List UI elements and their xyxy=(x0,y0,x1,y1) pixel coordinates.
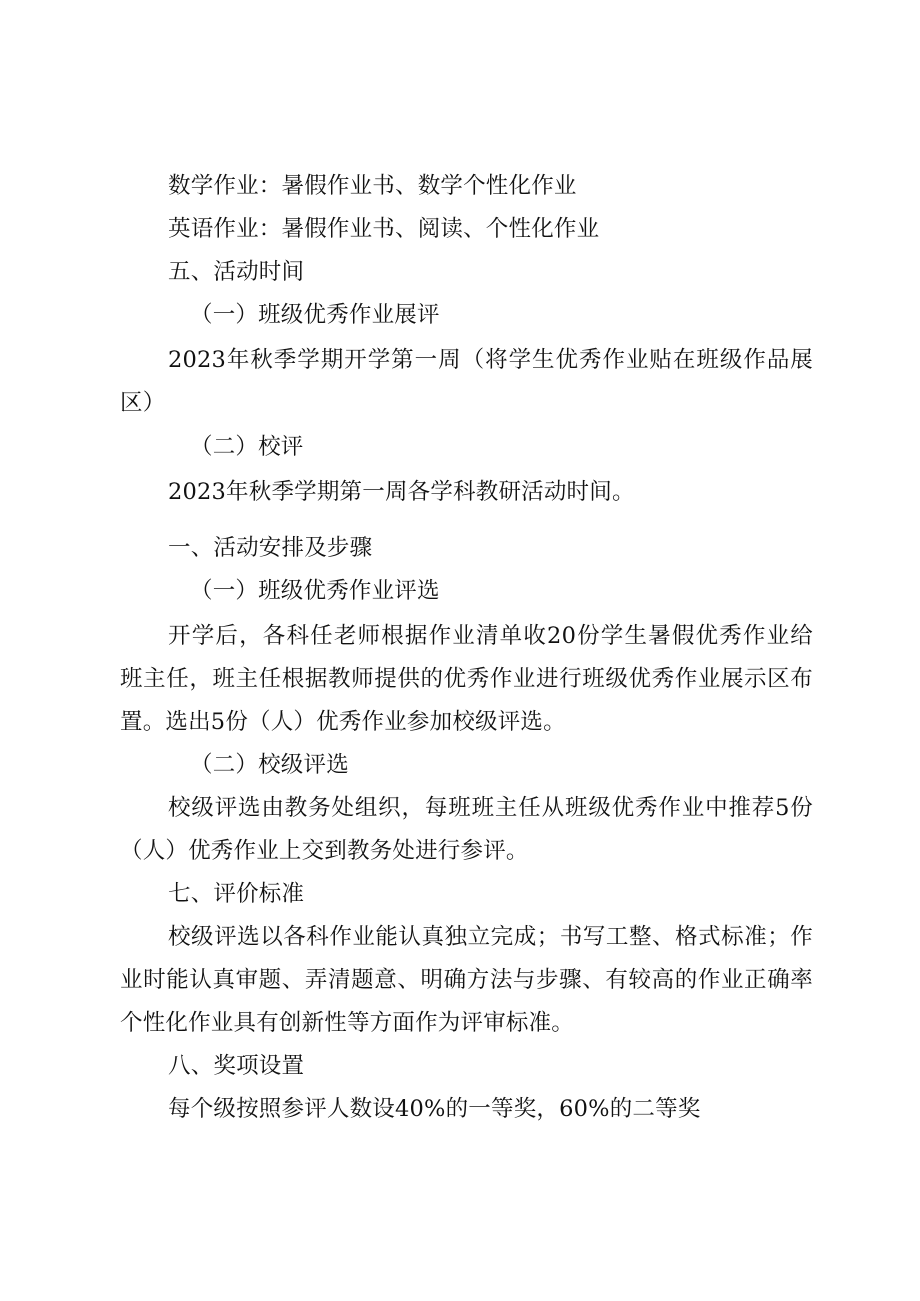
paragraph-line: （人）优秀作业上交到教务处进行参评。 xyxy=(120,838,529,864)
subheading-school-selection: （二）校级评选 xyxy=(190,752,349,778)
section-heading-awards: 八、奖项设置 xyxy=(168,1053,305,1079)
subheading-school-review: （二）校评 xyxy=(190,434,304,460)
paragraph-line: 业时能认真审题、弄清题意、明确方法与步骤、有较高的作业正确率 xyxy=(120,967,813,993)
paragraph-line: 个性化作业具有创新性等方面作为评审标准。 xyxy=(120,1010,575,1036)
paragraph-line: 每个级按照参评人数设40%的一等奖，60%的二等奖 xyxy=(168,1096,701,1122)
paragraph-line: 班主任，班主任根据教师提供的优秀作业进行班级优秀作业展示区布 xyxy=(120,666,813,692)
paragraph-line: 校级评选以各科作业能认真独立完成；书写工整、格式标准；作 xyxy=(168,924,813,950)
section-heading-criteria: 七、评价标准 xyxy=(168,881,305,907)
english-homework-line: 英语作业：暑假作业书、阅读、个性化作业 xyxy=(168,216,600,242)
subheading-class-selection: （一）班级优秀作业评选 xyxy=(190,578,440,604)
paragraph-line: 置。选出5份（人）优秀作业参加校级评选。 xyxy=(120,709,566,735)
paragraph-line: 区） xyxy=(120,390,166,416)
section-heading-steps: 一、活动安排及步骤 xyxy=(168,535,373,561)
paragraph-line: 开学后，各科任老师根据作业清单收20份学生暑假优秀作业给 xyxy=(168,623,813,649)
paragraph-line: 校级评选由教务处组织，每班班主任从班级优秀作业中推荐5份 xyxy=(168,795,813,821)
section-heading-activity-time: 五、活动时间 xyxy=(168,259,305,285)
paragraph-line: 2023年秋季学期第一周各学科教研活动时间。 xyxy=(168,479,635,505)
subheading-class-exhibition: （一）班级优秀作业展评 xyxy=(190,302,440,328)
paragraph-line: 2023年秋季学期开学第一周（将学生优秀作业贴在班级作品展 xyxy=(168,347,813,373)
math-homework-line: 数学作业：暑假作业书、数学个性化作业 xyxy=(168,173,577,199)
